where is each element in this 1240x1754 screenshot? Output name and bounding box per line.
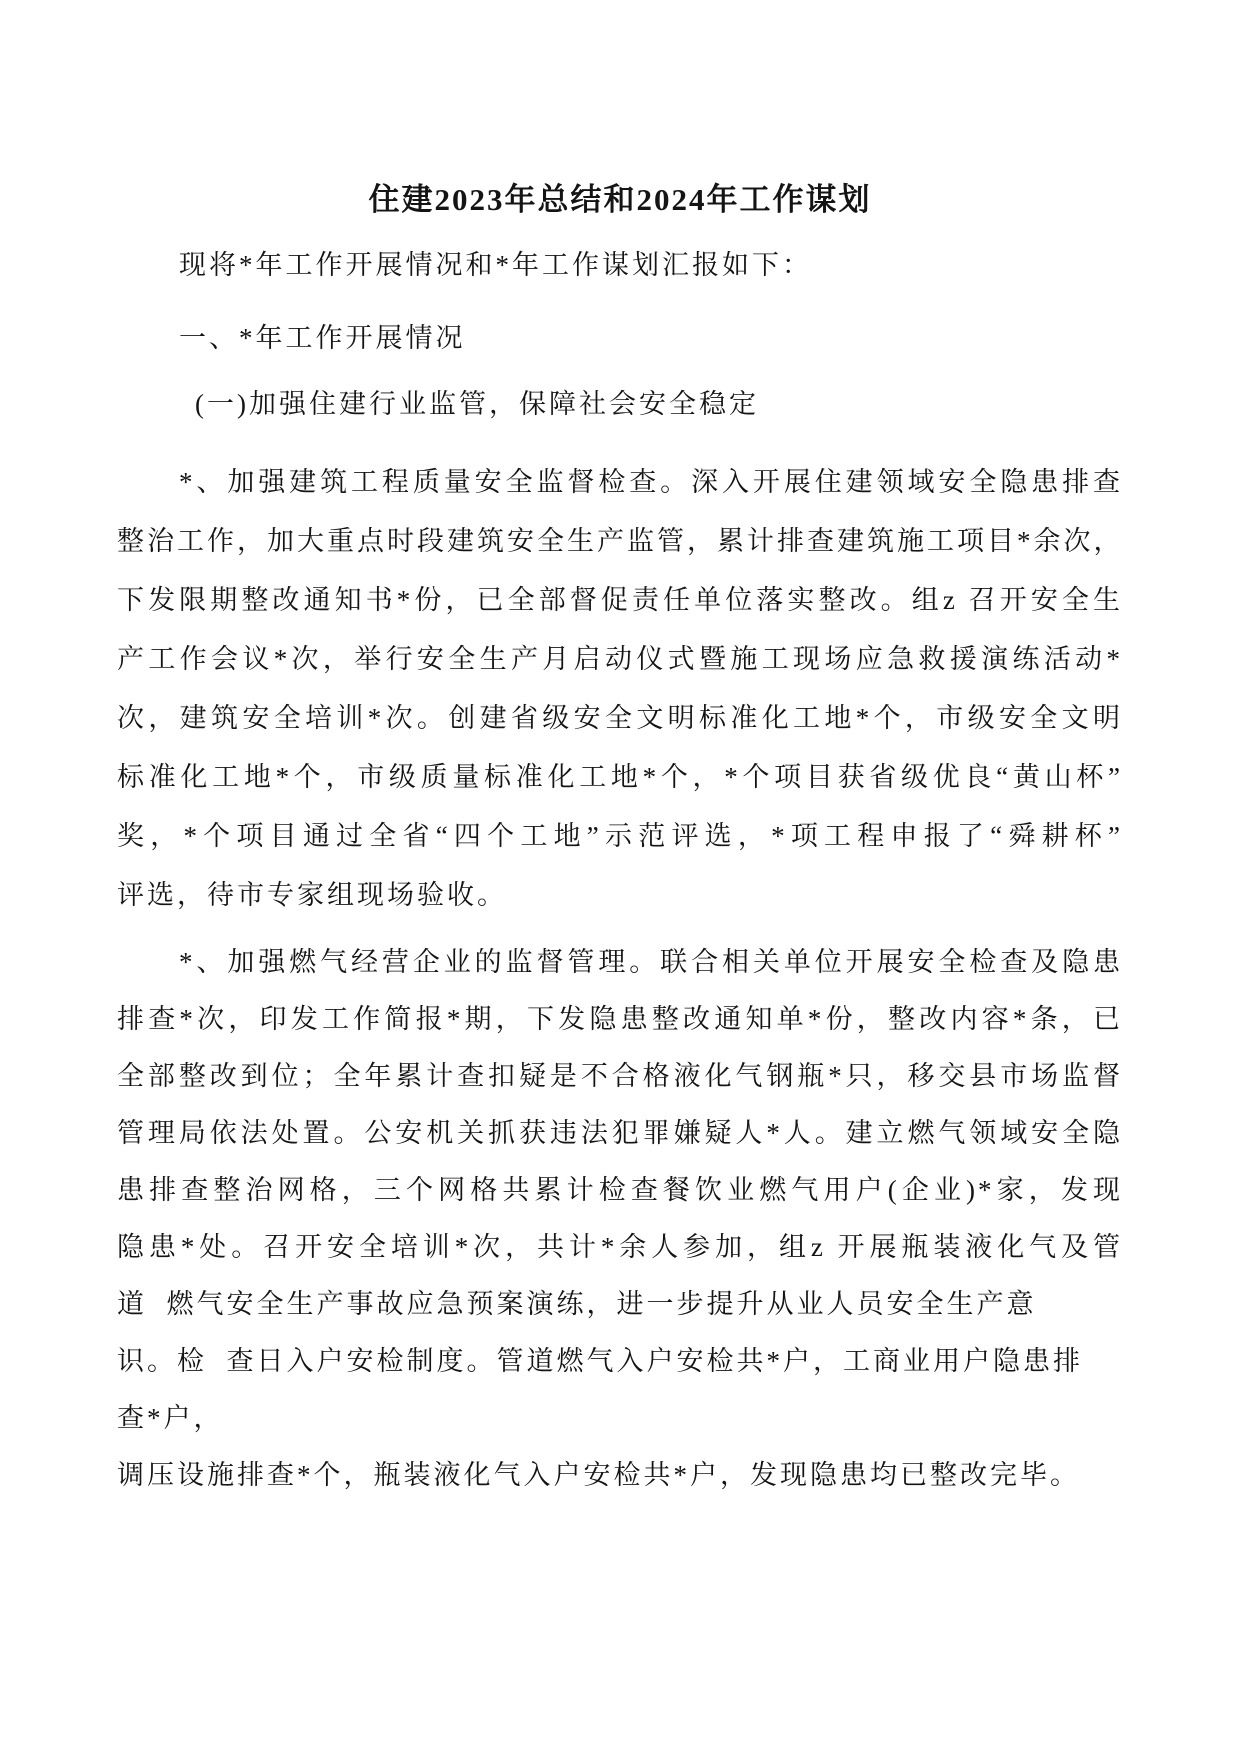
intro-block bbox=[117, 236, 1123, 295]
paragraph-line: 评选，待市专家组现场验收。 bbox=[117, 880, 507, 910]
paragraph-line: 患排查整治网格，三个网格共累计检查餐饮业燃气用户(企业)*家，发现 bbox=[117, 1175, 1123, 1205]
paragraph-line: 道 燃气安全生产事故应急预案演练，进一步提升从业人员安全生产意 bbox=[117, 1289, 1037, 1319]
paragraph-line: 排查*次，印发工作简报*期，下发隐患整改通知单*份，整改内容*条，已 bbox=[117, 1004, 1123, 1034]
paragraph-line: *、加强建筑工程质量安全监督检查。深入开展住建领域安全隐患排查 bbox=[179, 467, 1123, 497]
paragraph-line: 整治工作，加大重点时段建筑安全生产监管，累计排查建筑施工项目*余次， bbox=[117, 526, 1124, 556]
paragraph-line: 管理局依法处置。公安机关抓获违法犯罪嫌疑人*人。建立燃气领域安全隐 bbox=[117, 1118, 1123, 1148]
paragraph-line: 次，建筑安全培训*次。创建省级安全文明标准化工地*个，市级安全文明 bbox=[117, 703, 1123, 733]
document-title: 住建2023年总结和2024年工作谋划 bbox=[368, 182, 872, 217]
section-heading-block bbox=[117, 309, 1123, 368]
paragraph-1 bbox=[117, 453, 1123, 925]
paragraph-line: 产工作会议*次，举行安全生产月启动仪式暨施工现场应急救援演练活动* bbox=[117, 644, 1123, 674]
paragraph-line: 隐患*处。召开安全培训*次，共计*余人参加，组z 开展瓶装液化气及管 bbox=[117, 1232, 1123, 1262]
subsection-heading: (一)加强住建行业监管，保障社会安全稳定 bbox=[195, 389, 759, 419]
paragraph-2 bbox=[117, 934, 1123, 1504]
paragraph-line: 标准化工地*个，市级质量标准化工地*个，*个项目获省级优良“黄山杯” bbox=[117, 762, 1123, 792]
paragraph-line: 奖，*个项目通过全省“四个工地”示范评选，*项工程申报了“舜耕杯” bbox=[117, 821, 1123, 851]
section-heading: 一、*年工作开展情况 bbox=[179, 323, 466, 353]
paragraph-line: 调压设施排查*个，瓶装液化气入户安检共*户，发现隐患均已整改完毕。 bbox=[117, 1460, 1080, 1490]
paragraph-line: 识。检 查日入户安检制度。管道燃气入户安检共*户，工商业用户隐患排 bbox=[117, 1346, 1083, 1376]
paragraph-line: *、加强燃气经营企业的监督管理。联合相关单位开展安全检查及隐患 bbox=[179, 947, 1123, 977]
intro-text: 现将*年工作开展情况和*年工作谋划汇报如下： bbox=[179, 250, 812, 280]
subsection-heading-block bbox=[117, 375, 1123, 434]
paragraph-line: 下发限期整改通知书*份，已全部督促责任单位落实整改。组z 召开安全生 bbox=[117, 585, 1123, 615]
paragraph-line: 查*户， bbox=[117, 1403, 224, 1433]
paragraph-line: 全部整改到位；全年累计查扣疑是不合格液化气钢瓶*只，移交县市场监督 bbox=[117, 1061, 1123, 1091]
